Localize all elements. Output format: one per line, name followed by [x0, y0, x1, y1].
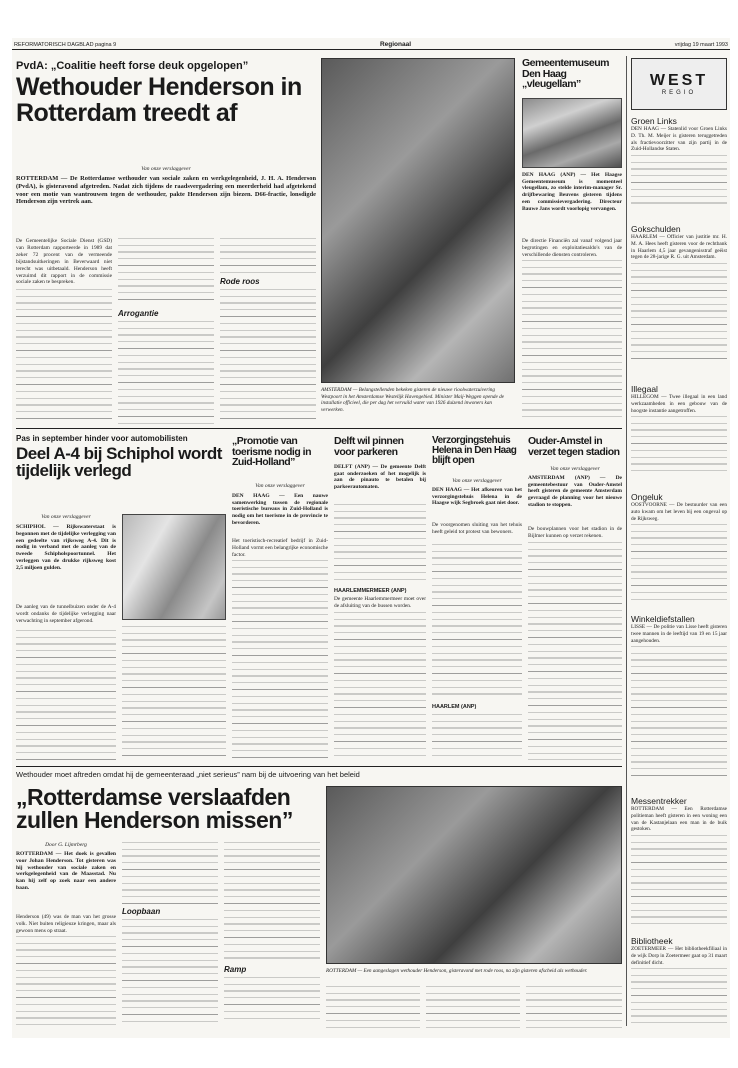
bottom-byline: Door G. Lijmrberg	[45, 842, 87, 848]
bottom-photo-caption: ROTTERDAM — Een aangeslagen wethouder Henderson, gisteravond met rode roos, na zijn gisteren afscheid als wethouder.	[326, 968, 588, 974]
top-col-2	[118, 238, 214, 428]
section-rule-1	[16, 428, 622, 429]
right-item-title: Winkeldiefstallen	[631, 614, 695, 624]
photo-henderson	[326, 786, 622, 964]
right-column-divider	[626, 56, 627, 1026]
museum-headline: Gemeentemuseum Den Haag „vleugellam”	[522, 57, 609, 91]
sub-loopbaan: Loopbaan	[122, 907, 161, 916]
right-item-text: LISSE — De politie van Lisse heeft gisteren twee mannen in de leeftijd van 19 en 15 jaar aangehouden.	[631, 624, 727, 644]
museum-text-lines	[522, 260, 622, 420]
right-item-text: DEN HAAG — Statenlid voor Groen Links D. Th. M. Meijer is gisteren teruggetreden als fractievoorzitter van zijn partij in de Zuid-Hollandse Staten.	[631, 126, 727, 153]
right-item-title: Ongeluk	[631, 492, 663, 502]
top-kicker: PvdA: „Coalitie heeft forse deuk opgelopen”	[16, 60, 249, 72]
top-col-1	[16, 238, 112, 428]
a4-body: De aanleg van de tunnelbuizen onder de A-4 wordt ondanks de tijdelijke verlegging naar verwachting in september afgerond.	[16, 604, 116, 624]
right-item-text: HAARLEM — Officier van justitie mr. H. M. A. Hees heeft gisteren voor de rechtbank in Haarlem 4,5 jaar gevangenisstraf geëist tegen de 28-jarige R. G. uit Amsterdam.	[631, 234, 727, 261]
top-byline: Van onze verslaggever	[141, 166, 191, 172]
ouder-lead: AMSTERDAM (ANP) — De gemeentebestuur van Ouder-Amstel heeft gisteren de gemeente Amsterdam gevraagd de planning voor het nieuwe stadion te stoppen.	[528, 475, 622, 508]
a4-lead: SCHIPHOL — Rijkswaterstaat is begonnen met de tijdelijke verlegging van een gedeelte van rijksweg A-4. Dit is nodig in verband met de aanleg van de tweede Schipholspoortunnel. Het verleggen van de drukke rijksweg kost 2,5 miljoen gulden.	[16, 524, 116, 571]
top-headline: Wethouder Henderson in Rotterdam treedt af	[16, 73, 302, 127]
helena-lead: DEN HAAG — Het afkeuren van het verzorgingstehuis Helena in de Haagse wijk Segbroek gaat niet door.	[432, 487, 522, 507]
right-item-title: Gokschulden	[631, 224, 681, 234]
top-lead: ROTTERDAM — De Rotterdamse wethouder van sociale zaken en werkgelegenheid, J. H. A. Henderson (PvdA), is gisteravond afgetreden. Nadat zich tijdens de raadsvergadering een meerderheid had afgetekend voor een motie van wantrouwen tegen de wethouder, pakte Henderson zijn biezen. D66-fractie, lonsdigde Henderson zijn vertrek aan.	[16, 175, 316, 206]
right-items	[631, 116, 727, 1038]
right-item	[631, 224, 727, 384]
section-rule-2	[16, 766, 622, 767]
bottom-col-3	[224, 842, 320, 1028]
right-item-title: Bibliotheek	[631, 936, 673, 946]
right-item-title: Illegaal	[631, 384, 658, 394]
bottom-col-2	[122, 842, 218, 1028]
page-header	[12, 40, 730, 50]
right-item	[631, 384, 727, 492]
delft-body: De gemeente Haarlemmermeer moet over de afsluiting van de bussen worden.	[334, 596, 426, 609]
photo-museum	[522, 98, 622, 168]
sub-rode-roos: Rode roos	[220, 277, 260, 286]
regio-west-logo	[631, 58, 727, 110]
header-section: Regionaal	[379, 41, 412, 48]
helena-sub: HAARLEM (ANP)	[432, 704, 477, 710]
sub-ramp: Ramp	[224, 965, 247, 974]
right-item	[631, 116, 727, 224]
ouder-byline: Van onze verslaggever	[550, 466, 600, 472]
right-item	[631, 492, 727, 614]
promotie-byline: Van onze verslaggever	[255, 483, 305, 489]
right-item-title: Messentrekker	[631, 796, 687, 806]
bottom-headline: „Rotterdamse verslaafden zullen Henderson missen”	[16, 784, 293, 834]
delft-sub: HAARLEMMERMEER (ANP)	[334, 588, 407, 594]
delft-headline: Delft wil pinnen voor parkeren	[334, 435, 404, 458]
header-date: vrijdag 19 maart 1993	[674, 41, 728, 48]
right-item-title: Groen Links	[631, 116, 677, 126]
ouder-body: De bouwplannen voor het stadion in de Bijlmer kunnen op verzet rekenen.	[528, 526, 622, 539]
sub-arrogantie: Arrogantie	[118, 309, 159, 318]
a4-byline: Van onze verslaggever	[41, 514, 91, 520]
promotie-headline: „Promotie van toerisme nodig in Zuid-Holland”	[232, 435, 312, 469]
a4-kicker: Pas in september hinder voor automobilisten	[16, 434, 188, 443]
helena-headline: Verzorgingstehuis Helena in Den Haag blijft open	[432, 435, 517, 467]
top-col-3	[220, 238, 316, 428]
promotie-lead: DEN HAAG — Een nauwe samenwerking tussen de regionale toeristische bureaus in Zuid-Holland is nodig om het toerisme in de provincie te bevorderen.	[232, 493, 328, 526]
logo-sub: REGIO	[661, 90, 697, 96]
ouder-headline: Ouder-Amstel in verzet tegen stadion	[528, 435, 620, 458]
bottom-body: Henderson (49) was de man van het grosse volk. Niet buiten religieuze kringen, maar als gewoon mens op straat.	[16, 914, 116, 934]
top-col-1-text-lines	[16, 289, 112, 419]
header-left: REFORMATORISCH DAGBLAD pagina 9	[14, 41, 117, 48]
right-item-text: OOSTVOORNE — De bestuurder van een auto kwam om het leven bij een ongeval op de Rijksweg.	[631, 502, 727, 522]
right-item-text: HILLEGOM — Twee illegaal in een land werkzaamheden in een gebouw van de hoogste instantie aangetroffen.	[631, 394, 727, 414]
right-item	[631, 936, 727, 1038]
helena-body: De voorgenomen sluiting van het tehuis heeft geleid tot protest van bewoners.	[432, 522, 522, 535]
top-body-text: De Gemeentelijke Sociale Dienst (GSD) van Rotterdam rapporteerde in 1989 dat zeker 72 procent van de vermeende bijstandsuitkeringen in Beverwaard niet terecht was uitbetaald. Henderson heeft verzuimd dit rapport in de commissie sociale zaken te bespreken.	[16, 238, 112, 286]
photo-top-caption: AMSTERDAM — Belangstellenden bekeken gisteren de nieuwe rioolwaterzuivering Westpoort in het Amsterdamse Westelijk Havengebied. Minister Maij-Weggen opende de installatie officieel, die per dag het vervuild water van 1926 duizend inwoners kan verwerken.	[321, 387, 504, 413]
right-item	[631, 614, 727, 796]
logo-word: WEST	[649, 72, 709, 89]
museum-body: De directie Financiën zal vanaf volgend jaar begrotingen en exploitatiesaldo's van de verschillende diensten controleren.	[522, 238, 622, 258]
bottom-lead: ROTTERDAM — Het doek is gevallen voor Johan Henderson. Tot gisteren was hij wethouder van sociale zaken en werkgelegenheid van de Maasstad. Nu kan hij zelf op zoek naar een andere baan.	[16, 851, 116, 892]
newspaper-page	[12, 38, 730, 1038]
photo-schiphol-map	[122, 514, 226, 620]
photo-water-treatment	[321, 58, 515, 383]
delft-lead: DELFT (ANP) — De gemeente Delft gaat onderzoeken of het mogelijk is aan de pinauto te betalen bij parkeerautomaten.	[334, 464, 426, 491]
right-item-text: ROTTERDAM — Een Rotterdamse politieman heeft gisteren in een woning een van de Kastanjelaan een man in de buik gestoken.	[631, 806, 727, 833]
right-item	[631, 796, 727, 936]
helena-byline: Van onze verslaggever	[452, 478, 502, 484]
promotie-body: Het toeristisch-recreatief bedrijf in Zuid-Holland vormt een belangrijke economische factor.	[232, 538, 328, 558]
a4-headline: Deel A-4 bij Schiphol wordt tijdelijk verlegd	[16, 444, 222, 481]
bottom-banner: Wethouder moet aftreden omdat hij de gemeenteraad „niet serieus” nam bij de uitvoering van het beleid	[16, 770, 360, 779]
museum-lead: DEN HAAG (ANP) — Het Haagse Gemeentemuseum is momenteel vleugellam, zo stelde interim-manager Sr. drijfbewaring Beuvens gisteren tijdens een commissievergadering. Directeur Bauwe Jans wordt voorlopig vervangen.	[522, 172, 622, 212]
right-item-text: ZOETERMEER — Het bibliotheekfiliaal in de wijk Dorp in Zoetermeer gaat op 31 maart definitief dicht.	[631, 946, 727, 966]
